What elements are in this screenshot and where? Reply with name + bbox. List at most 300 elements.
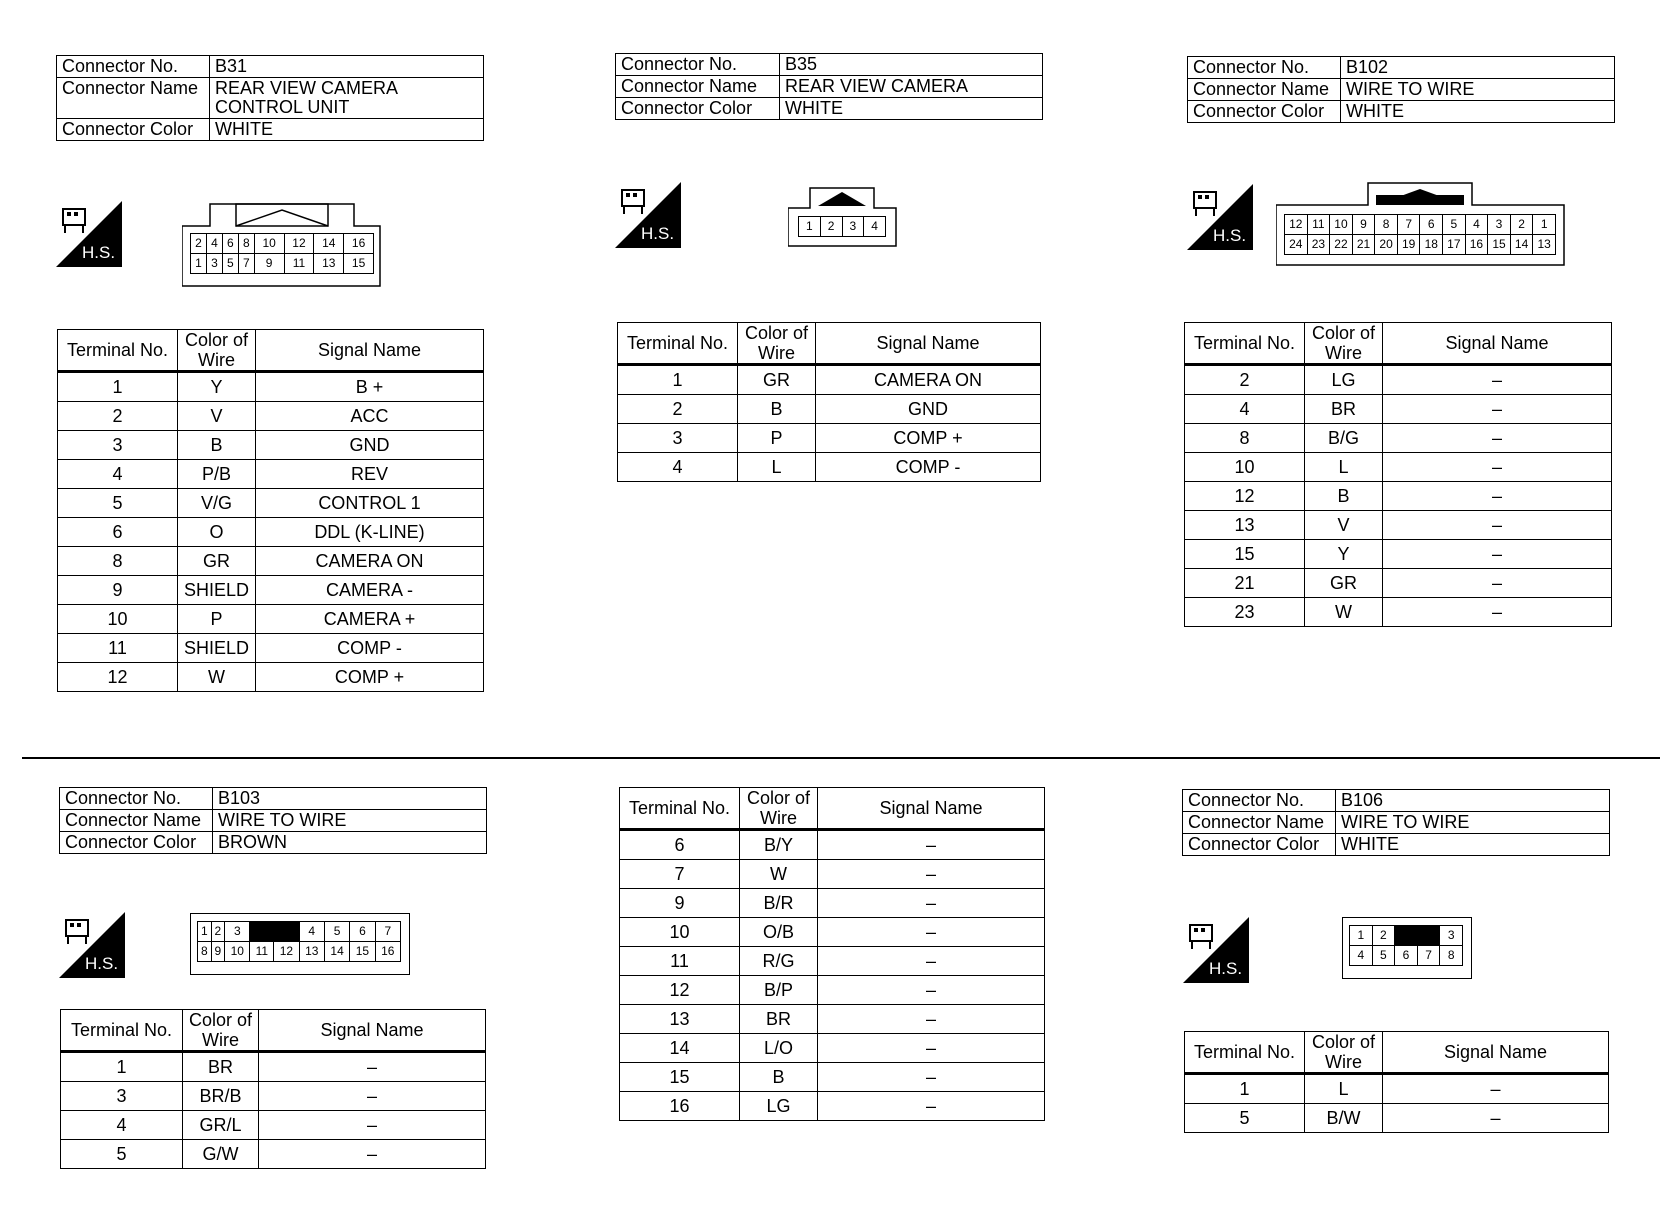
b102-connector-no: B102 (1341, 57, 1615, 79)
terminal-no-cell: 4 (61, 1111, 183, 1140)
signal-name-cell: COMP + (816, 424, 1041, 453)
signal-name-cell: – (818, 947, 1045, 976)
signal-name-cell: – (1383, 1074, 1609, 1104)
table-row (620, 1092, 1045, 1121)
terminal-no-cell: 10 (620, 918, 740, 947)
terminal-no-header: Terminal No. (1185, 323, 1305, 365)
table-row (618, 395, 1041, 424)
pin-number: 4 (1350, 946, 1373, 966)
table-row (618, 424, 1041, 453)
pin-number: 4 (864, 217, 886, 237)
b106-hs-icon (1183, 917, 1249, 983)
terminal-no-cell: 4 (1185, 395, 1305, 424)
wire-color-cell: B/P (740, 976, 818, 1005)
pin-number: 15 (344, 254, 374, 274)
wire-color-cell: B/G (1305, 424, 1383, 453)
wire-color-cell: SHIELD (178, 634, 256, 663)
pin-number: 7 (375, 922, 400, 942)
wire-color-cell: P/B (178, 460, 256, 489)
pin-number: 20 (1375, 235, 1398, 255)
terminal-no-cell: 21 (1185, 569, 1305, 598)
table-row (58, 489, 484, 518)
signal-name-cell: – (818, 830, 1045, 860)
b102-hs-icon (1187, 184, 1253, 250)
signal-name-cell: COMP - (816, 453, 1041, 482)
terminal-no-cell: 2 (1185, 365, 1305, 395)
b35-hs-icon (615, 182, 681, 248)
table-row (620, 918, 1045, 947)
hs-badge-text: H.S. (1209, 959, 1243, 978)
color-of-wire-header (1305, 323, 1383, 365)
pin-number: 2 (1510, 215, 1533, 235)
table-row (1185, 482, 1612, 511)
wire-color-cell: B (178, 431, 256, 460)
pin-number: 1 (191, 254, 207, 274)
wire-color-cell: L (738, 453, 816, 482)
signal-name-cell: CAMERA ON (256, 547, 484, 576)
b103-pin-grid (197, 921, 401, 962)
b103-connector-face (190, 913, 410, 975)
pin-number: 1 (198, 922, 212, 942)
table-row (1185, 569, 1612, 598)
pin-number: 4 (299, 922, 324, 942)
pin-number: 3 (842, 217, 864, 237)
color-of-wire-header (740, 788, 818, 830)
terminal-no-cell: 1 (618, 365, 738, 395)
signal-name-cell: – (259, 1052, 486, 1082)
wire-label: Wire (1325, 343, 1362, 363)
pin-number: 7 (1417, 946, 1440, 966)
b31-name-line-1: REAR VIEW CAMERA (215, 78, 399, 98)
signal-name-cell: – (259, 1140, 486, 1169)
table-row (620, 889, 1045, 918)
connector-name-label: Connector Name (60, 810, 213, 832)
pin-number: 14 (314, 234, 344, 254)
pin-number: 11 (1307, 215, 1330, 235)
signal-name-header: Signal Name (818, 788, 1045, 830)
table-row (58, 402, 484, 431)
color-of-wire-header (1305, 1032, 1383, 1074)
signal-name-cell: – (1383, 365, 1612, 395)
connector-no-label: Connector No. (60, 788, 213, 810)
terminal-no-cell: 3 (61, 1082, 183, 1111)
signal-name-cell: – (1383, 569, 1612, 598)
connector-no-label: Connector No. (1188, 57, 1341, 79)
pin-number: 12 (1285, 215, 1308, 235)
terminal-no-cell: 2 (58, 402, 178, 431)
b106-connector-info (1182, 789, 1610, 856)
table-row (620, 860, 1045, 889)
table-row (61, 1052, 486, 1082)
color-of-label: Color of (184, 330, 249, 350)
pin-number: 2 (1372, 926, 1395, 946)
signal-name-cell: B + (256, 372, 484, 402)
connector-no-label: Connector No. (57, 56, 210, 78)
terminal-no-cell: 1 (58, 372, 178, 402)
b35-pin-grid (798, 216, 886, 237)
terminal-no-header: Terminal No. (58, 330, 178, 372)
table-row (58, 547, 484, 576)
terminal-no-header: Terminal No. (620, 788, 740, 830)
terminal-no-cell: 12 (1185, 482, 1305, 511)
pin-number: 1 (1350, 926, 1373, 946)
wire-color-cell: B/R (740, 889, 818, 918)
wire-color-cell: L/O (740, 1034, 818, 1063)
wire-color-cell: SHIELD (178, 576, 256, 605)
connector-no-label: Connector No. (616, 54, 780, 76)
signal-name-cell: – (1383, 511, 1612, 540)
b103-connector-info (59, 787, 487, 854)
wire-color-cell: P (738, 424, 816, 453)
b106-pin-grid (1349, 925, 1463, 966)
signal-name-cell: – (1383, 482, 1612, 511)
pin-number: 8 (238, 234, 254, 254)
terminal-no-cell: 3 (58, 431, 178, 460)
signal-name-cell: GND (256, 431, 484, 460)
hs-badge-text: H.S. (85, 954, 119, 973)
table-row (58, 663, 484, 692)
wire-color-cell: L (1305, 1074, 1383, 1104)
signal-name-cell: – (818, 860, 1045, 889)
color-of-label: Color of (744, 323, 809, 343)
terminal-no-cell: 9 (620, 889, 740, 918)
table-row (1185, 598, 1612, 627)
terminal-no-cell: 10 (58, 605, 178, 634)
connector-key-block (1395, 926, 1440, 946)
connector-color-label: Connector Color (57, 119, 210, 141)
b106-connector-no: B106 (1336, 790, 1610, 812)
signal-name-header: Signal Name (256, 330, 484, 372)
pin-number: 5 (1372, 946, 1395, 966)
wire-color-cell: V (1305, 511, 1383, 540)
pin-number: 3 (1440, 926, 1463, 946)
b35-connector-color: WHITE (780, 98, 1043, 120)
wire-label: Wire (758, 343, 795, 363)
pin-number: 13 (1533, 235, 1556, 255)
b31-connector-info (56, 55, 484, 141)
pin-number: 19 (1397, 235, 1420, 255)
table-row (620, 947, 1045, 976)
pin-number: 3 (1488, 215, 1511, 235)
wire-color-cell: P (178, 605, 256, 634)
signal-name-cell: – (818, 918, 1045, 947)
pin-number: 21 (1352, 235, 1375, 255)
pin-number: 8 (1375, 215, 1398, 235)
wire-color-cell: R/G (740, 947, 818, 976)
b31-connector-name (210, 78, 484, 119)
pin-number: 22 (1330, 235, 1353, 255)
wire-color-cell: B (738, 395, 816, 424)
signal-name-cell: – (1383, 1104, 1609, 1133)
terminal-no-cell: 15 (620, 1063, 740, 1092)
b102-connector-info (1187, 56, 1615, 123)
terminal-no-cell: 3 (618, 424, 738, 453)
table-row (61, 1111, 486, 1140)
color-of-label: Color of (188, 1010, 253, 1030)
pin-number: 3 (225, 922, 250, 942)
connector-name-label: Connector Name (57, 78, 210, 119)
wire-color-cell: BR (1305, 395, 1383, 424)
wire-color-cell: GR/L (183, 1111, 259, 1140)
pin-number: 9 (1352, 215, 1375, 235)
pin-number: 9 (254, 254, 284, 274)
wire-color-cell: Y (1305, 540, 1383, 569)
pin-number: 6 (1420, 215, 1443, 235)
terminal-no-cell: 10 (1185, 453, 1305, 482)
b35-terminal-table (617, 322, 1041, 482)
table-row (61, 1082, 486, 1111)
pin-number: 14 (1510, 235, 1533, 255)
terminal-no-cell: 13 (1185, 511, 1305, 540)
wire-color-cell: G/W (183, 1140, 259, 1169)
signal-name-cell: – (259, 1082, 486, 1111)
table-row (58, 518, 484, 547)
signal-name-cell: CAMERA - (256, 576, 484, 605)
b106-connector-color: WHITE (1336, 834, 1610, 856)
table-row (1185, 1074, 1609, 1104)
wire-color-cell: L (1305, 453, 1383, 482)
signal-name-cell: – (818, 1063, 1045, 1092)
wire-color-cell: BR (740, 1005, 818, 1034)
connector-color-label: Connector Color (1183, 834, 1336, 856)
pin-number: 1 (799, 217, 821, 237)
signal-name-cell: – (1383, 453, 1612, 482)
connector-name-label: Connector Name (1188, 79, 1341, 101)
pin-number: 6 (222, 234, 238, 254)
pin-number: 5 (222, 254, 238, 274)
table-row (1185, 395, 1612, 424)
b31-connector-color: WHITE (210, 119, 484, 141)
table-row (1185, 365, 1612, 395)
terminal-no-cell: 4 (618, 453, 738, 482)
terminal-no-header: Terminal No. (618, 323, 738, 365)
b35-connector-no: B35 (780, 54, 1043, 76)
terminal-no-header: Terminal No. (1185, 1032, 1305, 1074)
pin-number: 3 (206, 254, 222, 274)
pin-number: 13 (299, 942, 324, 962)
pin-number: 11 (250, 942, 274, 962)
table-row (1185, 511, 1612, 540)
color-of-wire-header (183, 1010, 259, 1052)
connector-name-label: Connector Name (616, 76, 780, 98)
wire-color-cell: B (740, 1063, 818, 1092)
table-row (620, 830, 1045, 860)
pin-number: 7 (238, 254, 254, 274)
pin-number: 12 (274, 942, 299, 962)
signal-name-header: Signal Name (1383, 323, 1612, 365)
connector-no-label: Connector No. (1183, 790, 1336, 812)
pin-number: 8 (198, 942, 212, 962)
terminal-no-cell: 6 (620, 830, 740, 860)
b31-pin-grid (190, 233, 374, 274)
table-row (618, 365, 1041, 395)
terminal-no-cell: 12 (620, 976, 740, 1005)
signal-name-cell: REV (256, 460, 484, 489)
b103-connector-color: BROWN (213, 832, 487, 854)
pin-number: 16 (344, 234, 374, 254)
pin-number: 2 (820, 217, 842, 237)
wire-color-cell: BR/B (183, 1082, 259, 1111)
signal-name-cell: – (818, 976, 1045, 1005)
wire-color-cell: LG (1305, 365, 1383, 395)
table-row (58, 431, 484, 460)
connector-color-label: Connector Color (1188, 101, 1341, 123)
connector-name-label: Connector Name (1183, 812, 1336, 834)
pin-number: 7 (1397, 215, 1420, 235)
pin-number: 10 (225, 942, 250, 962)
table-row (620, 1063, 1045, 1092)
terminal-no-cell: 13 (620, 1005, 740, 1034)
pin-number: 18 (1420, 235, 1443, 255)
signal-name-cell: – (1383, 540, 1612, 569)
terminal-no-cell: 1 (1185, 1074, 1305, 1104)
hs-badge-text: H.S. (641, 224, 675, 243)
signal-name-cell: – (1383, 424, 1612, 453)
pin-number: 2 (211, 922, 225, 942)
signal-name-cell: – (1383, 395, 1612, 424)
pin-number: 8 (1440, 946, 1463, 966)
table-row (620, 1005, 1045, 1034)
b103-terminal-table (60, 1009, 486, 1169)
wire-color-cell: W (740, 860, 818, 889)
wire-color-cell: O (178, 518, 256, 547)
b103-terminal-table-continued (619, 787, 1045, 1121)
wire-color-cell: B (1305, 482, 1383, 511)
wire-color-cell: B/W (1305, 1104, 1383, 1133)
pin-number: 6 (1395, 946, 1418, 966)
pin-number: 14 (324, 942, 349, 962)
b31-hs-icon (56, 201, 122, 267)
b106-connector-name: WIRE TO WIRE (1336, 812, 1610, 834)
pin-number: 17 (1443, 235, 1466, 255)
color-of-label: Color of (746, 788, 811, 808)
terminal-no-cell: 14 (620, 1034, 740, 1063)
wire-color-cell: LG (740, 1092, 818, 1121)
b31-name-line-2: CONTROL UNIT (215, 97, 350, 117)
signal-name-cell: COMP - (256, 634, 484, 663)
signal-name-cell: CAMERA ON (816, 365, 1041, 395)
terminal-no-cell: 5 (1185, 1104, 1305, 1133)
terminal-no-cell: 8 (1185, 424, 1305, 453)
terminal-no-cell: 1 (61, 1052, 183, 1082)
terminal-no-header: Terminal No. (61, 1010, 183, 1052)
pin-number: 5 (324, 922, 349, 942)
b35-connector-name: REAR VIEW CAMERA (780, 76, 1043, 98)
wire-color-cell: BR (183, 1052, 259, 1082)
pin-number: 16 (1465, 235, 1488, 255)
table-row (1185, 540, 1612, 569)
terminal-no-cell: 12 (58, 663, 178, 692)
pin-number: 16 (375, 942, 400, 962)
terminal-no-cell: 16 (620, 1092, 740, 1121)
table-row (58, 576, 484, 605)
b35-connector-info (615, 53, 1043, 120)
table-row (620, 976, 1045, 1005)
pin-number: 4 (1465, 215, 1488, 235)
table-row (1185, 453, 1612, 482)
signal-name-cell: ACC (256, 402, 484, 431)
connector-color-label: Connector Color (60, 832, 213, 854)
signal-name-cell: – (1383, 598, 1612, 627)
signal-name-cell: – (818, 1034, 1045, 1063)
terminal-no-cell: 4 (58, 460, 178, 489)
color-of-label: Color of (1311, 323, 1376, 343)
b102-connector-name: WIRE TO WIRE (1341, 79, 1615, 101)
pin-number: 24 (1285, 235, 1308, 255)
signal-name-cell: CAMERA + (256, 605, 484, 634)
terminal-no-cell: 2 (618, 395, 738, 424)
wire-color-cell: GR (178, 547, 256, 576)
wire-color-cell: GR (1305, 569, 1383, 598)
b102-connector-color: WHITE (1341, 101, 1615, 123)
signal-name-cell: – (259, 1111, 486, 1140)
color-of-label: Color of (1311, 1032, 1376, 1052)
pin-number: 10 (254, 234, 284, 254)
signal-name-cell: – (818, 1092, 1045, 1121)
table-row (58, 605, 484, 634)
wire-color-cell: V/G (178, 489, 256, 518)
section-divider (22, 757, 1660, 759)
signal-name-cell: – (818, 1005, 1045, 1034)
table-row (1185, 1104, 1609, 1133)
pin-number: 2 (191, 234, 207, 254)
signal-name-header: Signal Name (1383, 1032, 1609, 1074)
signal-name-cell: COMP + (256, 663, 484, 692)
b103-connector-name: WIRE TO WIRE (213, 810, 487, 832)
signal-name-cell: CONTROL 1 (256, 489, 484, 518)
terminal-no-cell: 7 (620, 860, 740, 889)
wire-color-cell: W (1305, 598, 1383, 627)
b102-connector-face (1276, 181, 1566, 267)
wire-color-cell: O/B (740, 918, 818, 947)
wire-label: Wire (1325, 1052, 1362, 1072)
terminal-no-cell: 6 (58, 518, 178, 547)
b31-connector-no: B31 (210, 56, 484, 78)
table-row (1185, 424, 1612, 453)
terminal-no-cell: 9 (58, 576, 178, 605)
table-row (58, 372, 484, 402)
signal-name-cell: GND (816, 395, 1041, 424)
connector-key-block (250, 922, 299, 942)
signal-name-cell: – (818, 889, 1045, 918)
b106-connector-face (1342, 917, 1472, 979)
pin-number: 15 (1488, 235, 1511, 255)
terminal-no-cell: 23 (1185, 598, 1305, 627)
table-row (618, 453, 1041, 482)
terminal-no-cell: 5 (61, 1140, 183, 1169)
pin-number: 4 (206, 234, 222, 254)
terminal-no-cell: 11 (620, 947, 740, 976)
hs-badge-text: H.S. (82, 243, 116, 262)
wire-color-cell: Y (178, 372, 256, 402)
b103-connector-no: B103 (213, 788, 487, 810)
pin-number: 23 (1307, 235, 1330, 255)
pin-number: 1 (1533, 215, 1556, 235)
terminal-no-cell: 8 (58, 547, 178, 576)
terminal-no-cell: 5 (58, 489, 178, 518)
pin-number: 9 (211, 942, 225, 962)
b31-terminal-table (57, 329, 484, 692)
b106-terminal-table (1184, 1031, 1609, 1133)
table-row (58, 634, 484, 663)
pin-number: 10 (1330, 215, 1353, 235)
wire-label: Wire (198, 350, 235, 370)
hs-badge-text: H.S. (1213, 226, 1247, 245)
wire-label: Wire (760, 808, 797, 828)
color-of-wire-header (738, 323, 816, 365)
color-of-wire-header (178, 330, 256, 372)
wire-color-cell: GR (738, 365, 816, 395)
